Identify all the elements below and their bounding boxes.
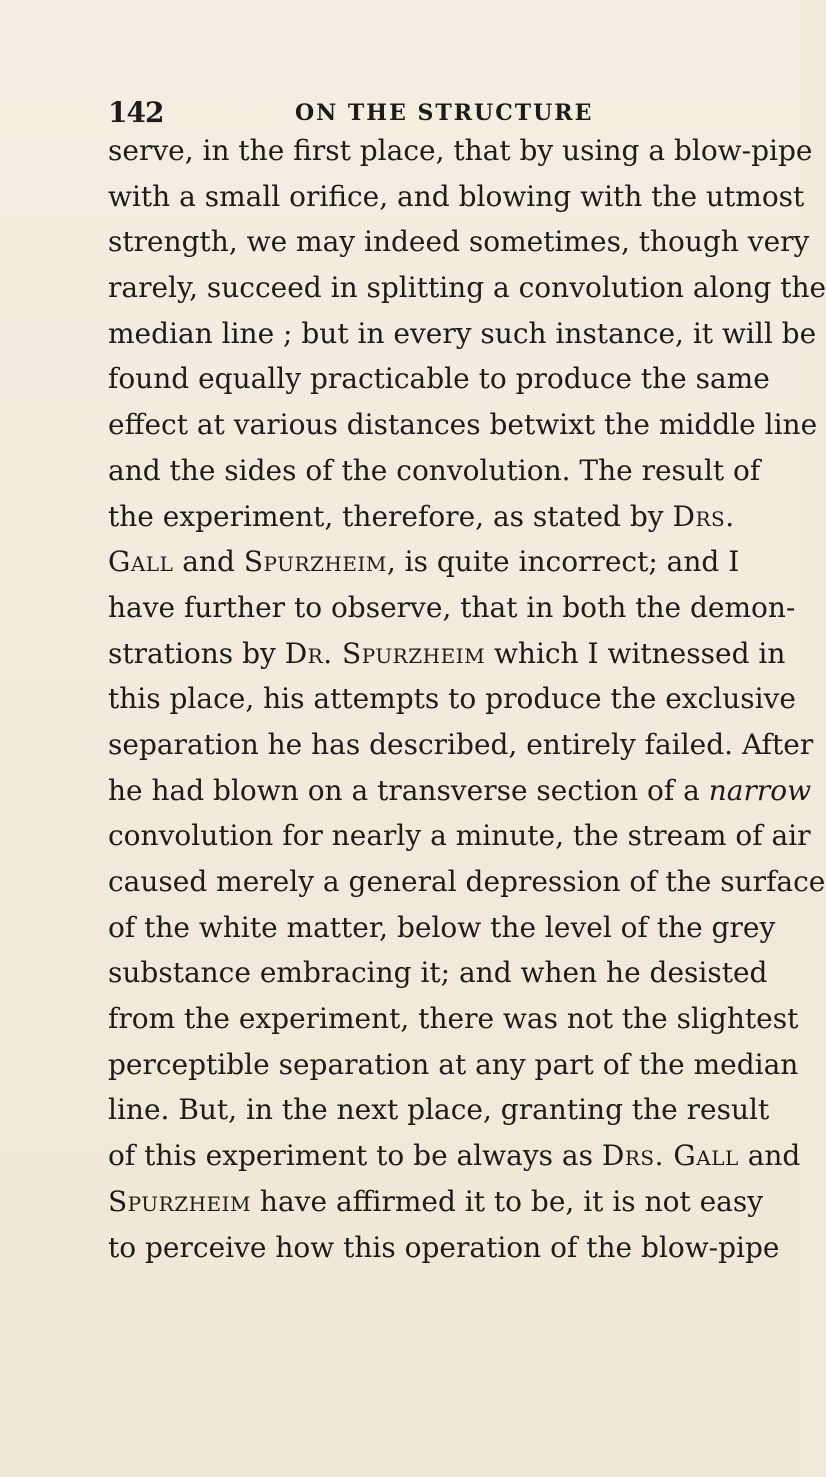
text-line: substance embracing it; and when he desisted bbox=[108, 956, 768, 990]
italic-word: narrow bbox=[708, 773, 812, 807]
text-line: found equally practicable to produce the same bbox=[108, 362, 770, 396]
text-line: with a small orifice, and blowing with the utmost bbox=[108, 179, 805, 213]
text-line: separation he has described, entirely failed. After bbox=[108, 727, 814, 761]
author-name: Spurzheim bbox=[108, 1184, 252, 1218]
text-line: from the experiment, there was not the slightest bbox=[108, 1002, 799, 1036]
text-line: the experiment, therefore, as stated by Drs. bbox=[108, 499, 735, 533]
text-line: of the white matter, below the level of the grey bbox=[108, 910, 776, 944]
text-line: Spurzheim have affirmed it to be, it is not easy bbox=[108, 1184, 764, 1218]
text-line: and the sides of the convolution. The result of bbox=[108, 453, 761, 487]
text-line: to perceive how this operation of the blow-pipe bbox=[108, 1230, 780, 1264]
text-line: rarely, succeed in splitting a convolution along the bbox=[108, 271, 826, 305]
text-line: effect at various distances betwixt the middle line bbox=[108, 408, 818, 442]
text-line: strations by Dr. Spurzheim which I witnessed in bbox=[108, 636, 786, 670]
text-line: strength, we may indeed sometimes, though very bbox=[108, 225, 810, 259]
author-name: Spurzheim bbox=[243, 545, 387, 579]
author-name: Drs. Gall bbox=[601, 1139, 739, 1173]
text-line: Gall and Spurzheim, is quite incorrect; and I bbox=[108, 545, 740, 579]
text-line: line. But, in the next place, granting the result bbox=[108, 1093, 770, 1127]
author-name: Drs. bbox=[672, 499, 735, 533]
running-title: ON THE STRUCTURE bbox=[295, 100, 594, 126]
text-line: have further to observe, that in both the demon- bbox=[108, 590, 796, 624]
running-head bbox=[108, 96, 728, 128]
text-line: he had blown on a transverse section of a narrow bbox=[108, 773, 812, 807]
author-name: Gall bbox=[108, 545, 174, 579]
text-line: of this experiment to be always as Drs. Gall and bbox=[108, 1139, 801, 1173]
author-name: Dr. Spurzheim bbox=[284, 636, 486, 670]
text-line: convolution for nearly a minute, the stream of air bbox=[108, 819, 811, 853]
text-line: serve, in the first place, that by using a blow-pipe bbox=[108, 134, 813, 167]
body-text bbox=[108, 128, 826, 1270]
text-line: median line ; but in every such instance, it will be bbox=[108, 316, 817, 350]
page-number: 142 bbox=[108, 96, 164, 129]
text-line: caused merely a general depression of the surface bbox=[108, 865, 826, 898]
text-line: this place, his attempts to produce the exclusive bbox=[108, 682, 796, 716]
text-line: perceptible separation at any part of the median bbox=[108, 1047, 799, 1081]
